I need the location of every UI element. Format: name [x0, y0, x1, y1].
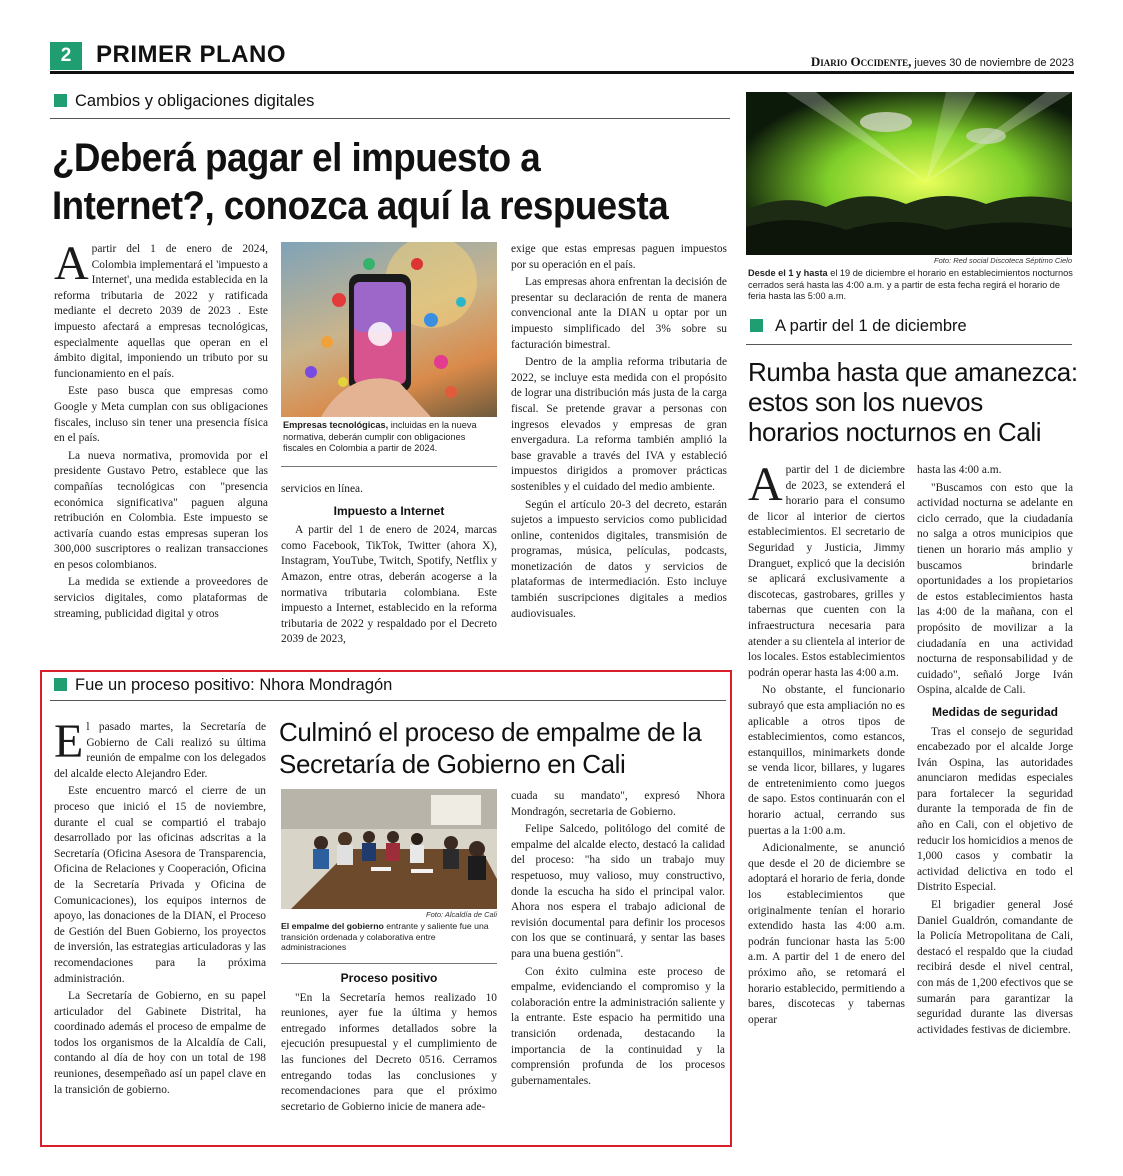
boxed-col1-p3: La Secretaría de Gobierno, en su papel articulador del Gabinete Distrital, ha coordinado además el proceso de empalme de todos los organismos de la Alcaldía de Cali, contando al día de hoy con un total de 198 reuniones, desempeñado así un papel clave en la transición de gobierno.	[54, 990, 266, 1096]
boxed-photo-caption: El empalme del gobierno entrante y saliente fue una transición ordenada y colaborativa entre administraciones	[281, 921, 489, 952]
main-headline: ¿Deberá pagar el impuesto a Internet?, conozca aquí la respuesta	[52, 136, 669, 228]
boxed-photo-credit: Foto: Alcaldía de Cali	[425, 910, 497, 919]
boxed-kicker-rule	[50, 700, 726, 701]
night-col1-p2: No obstante, el funcionario subrayó que esta ampliación no es aplicable a otros tipos de establecimientos, como estancos, estanquillos, minimarkets donde se venda licor, billares, y lugares de entretenimiento como juegos de sapo. Estos continuarán con el horario actual, cerrando sus puertas a la 1:00 a.m.	[748, 684, 905, 837]
main-dropcap: A	[54, 242, 89, 290]
night-photo-caption: Desde el 1 y hasta el 19 de diciembre el horario en establecimientos nocturnos cerrados será hasta las 4:00 a.m. y a partir de esta fecha regirá el horario de feria hasta las 5:00 a.m.	[748, 268, 1073, 301]
main-col3-p2: Las empresas ahora enfrentan la decisión de presentar su declaración de renta de manera convencional ante la DIAN u optar por un impuesto simplificado del 3% sobre su facturación bimestral.	[511, 276, 727, 351]
boxed-col3-p2: Con éxito culmina este proceso de empalme, evidenciando el compromiso y la colaboración entre la administración saliente y la entrante. Este espacio ha permitido una transición ordenada, destacando la importancia de la continuidad y la comprensión profunda de los procesos gubernamentales.	[511, 965, 725, 1087]
main-col3-p4: Según el artículo 20-3 del decreto, estarán sujetos a impuesto servicios como publicidad online, contenidos digitales, transmisión de programas, música, películas, podcasts, monetización de datos y servicios de plataformas de intermediación. Esto incluye también suscripciones digitales a medios audiovisuales.	[511, 498, 727, 620]
boxed-col1-p1: El pasado martes, la Secretaría de Gobierno de Cali realizó su última reunión de empalme con los delegados del alcalde electo Alejandro Eder.	[54, 720, 266, 780]
header-rule	[50, 71, 1074, 74]
kicker-square-icon	[750, 319, 763, 332]
night-col2-subhead: Medidas de seguridad	[931, 704, 1059, 719]
main-col-2	[281, 482, 497, 666]
main-col2-p1: A partir del 1 de enero de 2024, marcas como Facebook, TikTok, Twitter (ahora X), Instagram, YouTube, Twitch, Spotify, Netflix y Amazon, entre otras, deberán acogerse a la normativa tributaria colombiana. Este impuesto a Internet, establecido en la reforma tributaria de 2022 y respaldado por el Decreto 2039 de 2023,	[281, 524, 497, 646]
night-photo-credit: Foto: Red social Discoteca Séptimo Cielo	[934, 256, 1072, 265]
boxed-col3-p1: Felipe Salcedo, politólogo del comité de empalme del alcalde electo, destacó la calidad del proceso: "ha sido un trabajo muy respetuoso, muy valioso, muy constructivo, donde la escucha ha sido el principal valor. Ahora nos espera el trabajo adicional de revisión documental para definir los procesos con los que se continuará, y sentar las bases para una buena gestión".	[511, 823, 725, 960]
boxed-dropcap: E	[54, 720, 84, 768]
publication-name: Diario Occidente,	[810, 54, 912, 69]
nightclub-illustration	[746, 92, 1072, 255]
kicker-square-icon	[54, 678, 67, 691]
masthead-date	[811, 54, 1074, 70]
night-col2-lead: hasta las 4:00 a.m.	[917, 464, 1002, 476]
boxed-col-3	[511, 789, 725, 1131]
main-col3-p1: exige que estas empresas paguen impuestos por su operación en el país.	[511, 243, 727, 271]
boxed-caption-rule	[281, 963, 497, 964]
main-kicker-rule	[50, 118, 730, 119]
page-number-badge	[50, 42, 82, 70]
kicker-square-icon	[54, 94, 67, 107]
main-col2-lead: servicios en línea.	[281, 483, 363, 495]
boxed-caption-bold: El empalme del gobierno	[281, 921, 384, 931]
main-col1-p3: La nueva normativa, promovida por el presidente Gustavo Petro, establece que las compañías tecnológicas con "presencia económica significativa" paguen alguna retribución en Colombia. Este impuesto se activaría cuando estas empresas superan los 300,000 suscriptores o realizan transacciones en pesos colombianos.	[54, 449, 268, 571]
boxed-headline: Culminó el proceso de empalme de la Secretaría de Gobierno en Cali	[279, 717, 702, 779]
page-number: 2	[60, 45, 72, 66]
night-kicker-rule	[746, 344, 1072, 345]
night-dropcap: A	[748, 463, 783, 511]
night-col1-p1: Apartir del 1 de diciembre de 2023, se extenderá el horario para el consumo de licor al interior de ciertos establecimientos. El secretario de Seguridad y Justicia, Jimmy Dranguet, explicó que la decisión se aplicará exclusivamente a discotecas, gastrobares, grilles y tabernas que cuenten con la infraestructura necesaria para atender a su clientela al interior de los locales. Estos establecimientos podrán operar hasta las 4:00 a.m.	[748, 463, 905, 679]
boxed-col2-p1: "En la Secretaría hemos realizado 10 reuniones, ayer fue la última y hemos entregado informes detallados sobre la ejecución presupuestal y el cumplimiento de las funciones del Decreto 0516. Cerramos entregando todas las conclusiones y recomendaciones para que el próximo secretario de Gobierno inicie de manera ade-	[281, 991, 497, 1113]
main-caption-rule	[281, 466, 497, 467]
main-col-3	[511, 242, 727, 666]
night-col2-p1: "Buscamos con esto que la actividad nocturna se adelante en ciclo cerrado, que la ciudadanía no salga a otros municipios que tienen un horario más amplio y buscamos brindarle oportunidades a los propietarios de estos establecimientos hasta las 4:00 de la mañana, con el propósito de movilizar a la ciudadanía en una actividad nocturna de responsabilidad y de cuidado", señaló Jorge Iván Ospina, alcalde de Cali.	[917, 481, 1073, 697]
main-col1-p1: Apartir del 1 de enero de 2024, Colombia implementará el 'impuesto a Internet', una medida establecida en la reforma tributaria de 2022 y ratificada mediante el decreto 2039 de 2023 . Este impuesto afectará a empresas tecnológicas, especialmente aquellas que operan en el ámbito digital, imponiendo un tributo por su funcionamiento en el país.	[54, 242, 268, 380]
boxed-kicker: Fue un proceso positivo: Nhora Mondragón	[54, 676, 392, 695]
night-photo	[746, 92, 1072, 255]
issue-date: jueves 30 de noviembre de 2023	[914, 57, 1074, 69]
main-col-1	[54, 242, 268, 666]
main-col2-subhead: Impuesto a Internet	[333, 503, 445, 518]
boxed-col3-lead: cuada su mandato", expresó Nhora Mondragón, secretaria de Gobierno.	[511, 790, 725, 818]
night-kicker: A partir del 1 de diciembre	[750, 317, 967, 336]
section-title: PRIMER PLANO	[96, 41, 287, 68]
boxed-col-1	[54, 720, 266, 1132]
boxed-photo	[281, 789, 497, 909]
boxed-col2-subhead: Proceso positivo	[340, 971, 438, 985]
main-col1-p4: La medida se extiende a proveedores de servicios digitales, como plataformas de streaming, publicidad digital y otros	[54, 576, 268, 620]
night-col2-p2: Tras el consejo de seguridad encabezado por el alcalde Jorge Iván Ospina, las autoridades anunciaron medidas especiales para fortalecer la seguridad durante la temporada de fin de año en Cali, con el objetivo de reducir los homicidios a menos de 1,000 casos y combatir la actividad delictiva en todo el Distrito Especial.	[917, 725, 1073, 894]
night-headline: Rumba hasta que amanezca: estos son los nuevos horarios nocturnos en Cali	[748, 357, 1078, 447]
main-image	[281, 242, 497, 417]
main-image-caption: Empresas tecnológicas, incluidas en la nueva normativa, deberán cumplir con obligaciones fiscales en Colombia a partir de 2024.	[283, 420, 477, 453]
night-col1-p3: Adicionalmente, se anunció que desde el 20 de diciembre se adoptará el horario de feria, donde los establecimientos que originalmente tenían el horario extendido hasta las 4:00 a.m. podrán funcionar hasta las 5:00 a.m. A partir del 1 de enero del próximo año, se retomará el horario establecido, permitiendo a bares, discotecas y tabernas operar	[748, 842, 905, 1026]
night-col2-p3: El brigadier general José Daniel Gualdrón, comandante de la Policía Metropolitana de Cali, destacó el respaldo que la ciudad recibirá desde el nivel central, con más de 1,200 efectivos que se sumarán para garantizar la seguridad durante las diversas actividades festivas de diciembre.	[917, 899, 1073, 1036]
page-header	[50, 38, 1074, 74]
main-caption-bold: Empresas tecnológicas,	[283, 420, 389, 430]
main-col1-p2: Este paso busca que empresas como Google y Meta cumplan con sus obligaciones fiscales, incluso sin tener una presencia física en el país.	[54, 385, 268, 445]
smartphone-illustration	[281, 242, 497, 417]
main-col3-p3: Dentro de la amplia reforma tributaria de 2022, se incluye esta medida con el propósito de lograr una distribución más justa de la carga fiscal. Se pretende gravar a personas con ingresos elevados y empresas de gran envergadura. La reforma también amplió la base gravable a través del IVA y estableció impuestos dirigidos a promover prácticas sostenibles y el cuidado del medio ambiente.	[511, 356, 727, 493]
night-col-2	[917, 463, 1073, 1129]
boxed-col-2	[281, 965, 497, 1131]
night-caption-bold: Desde el 1 y hasta	[748, 268, 828, 278]
boxed-col1-p2: Este encuentro marcó el cierre de un proceso que inició el 15 de noviembre, durante el cual se compartió el trabajo desarrollado por las oficinas adscritas a la Secretaría (Oficina Asesora de Transparencia, Oficina de Relaciones y Cooperación, Oficina de la Secretaría Privada y Oficina de Comunicaciones), los equipos internos de apoyo, las donaciones de la DIAN, el Proceso de Gestión del Buen Gobierno, los proyectos de inversión, las estrategias articuladoras y las recomendaciones para la próxima administración.	[54, 785, 266, 985]
main-kicker: Cambios y obligaciones digitales	[54, 92, 314, 111]
night-col-1	[748, 463, 905, 1129]
meeting-illustration	[281, 789, 497, 909]
